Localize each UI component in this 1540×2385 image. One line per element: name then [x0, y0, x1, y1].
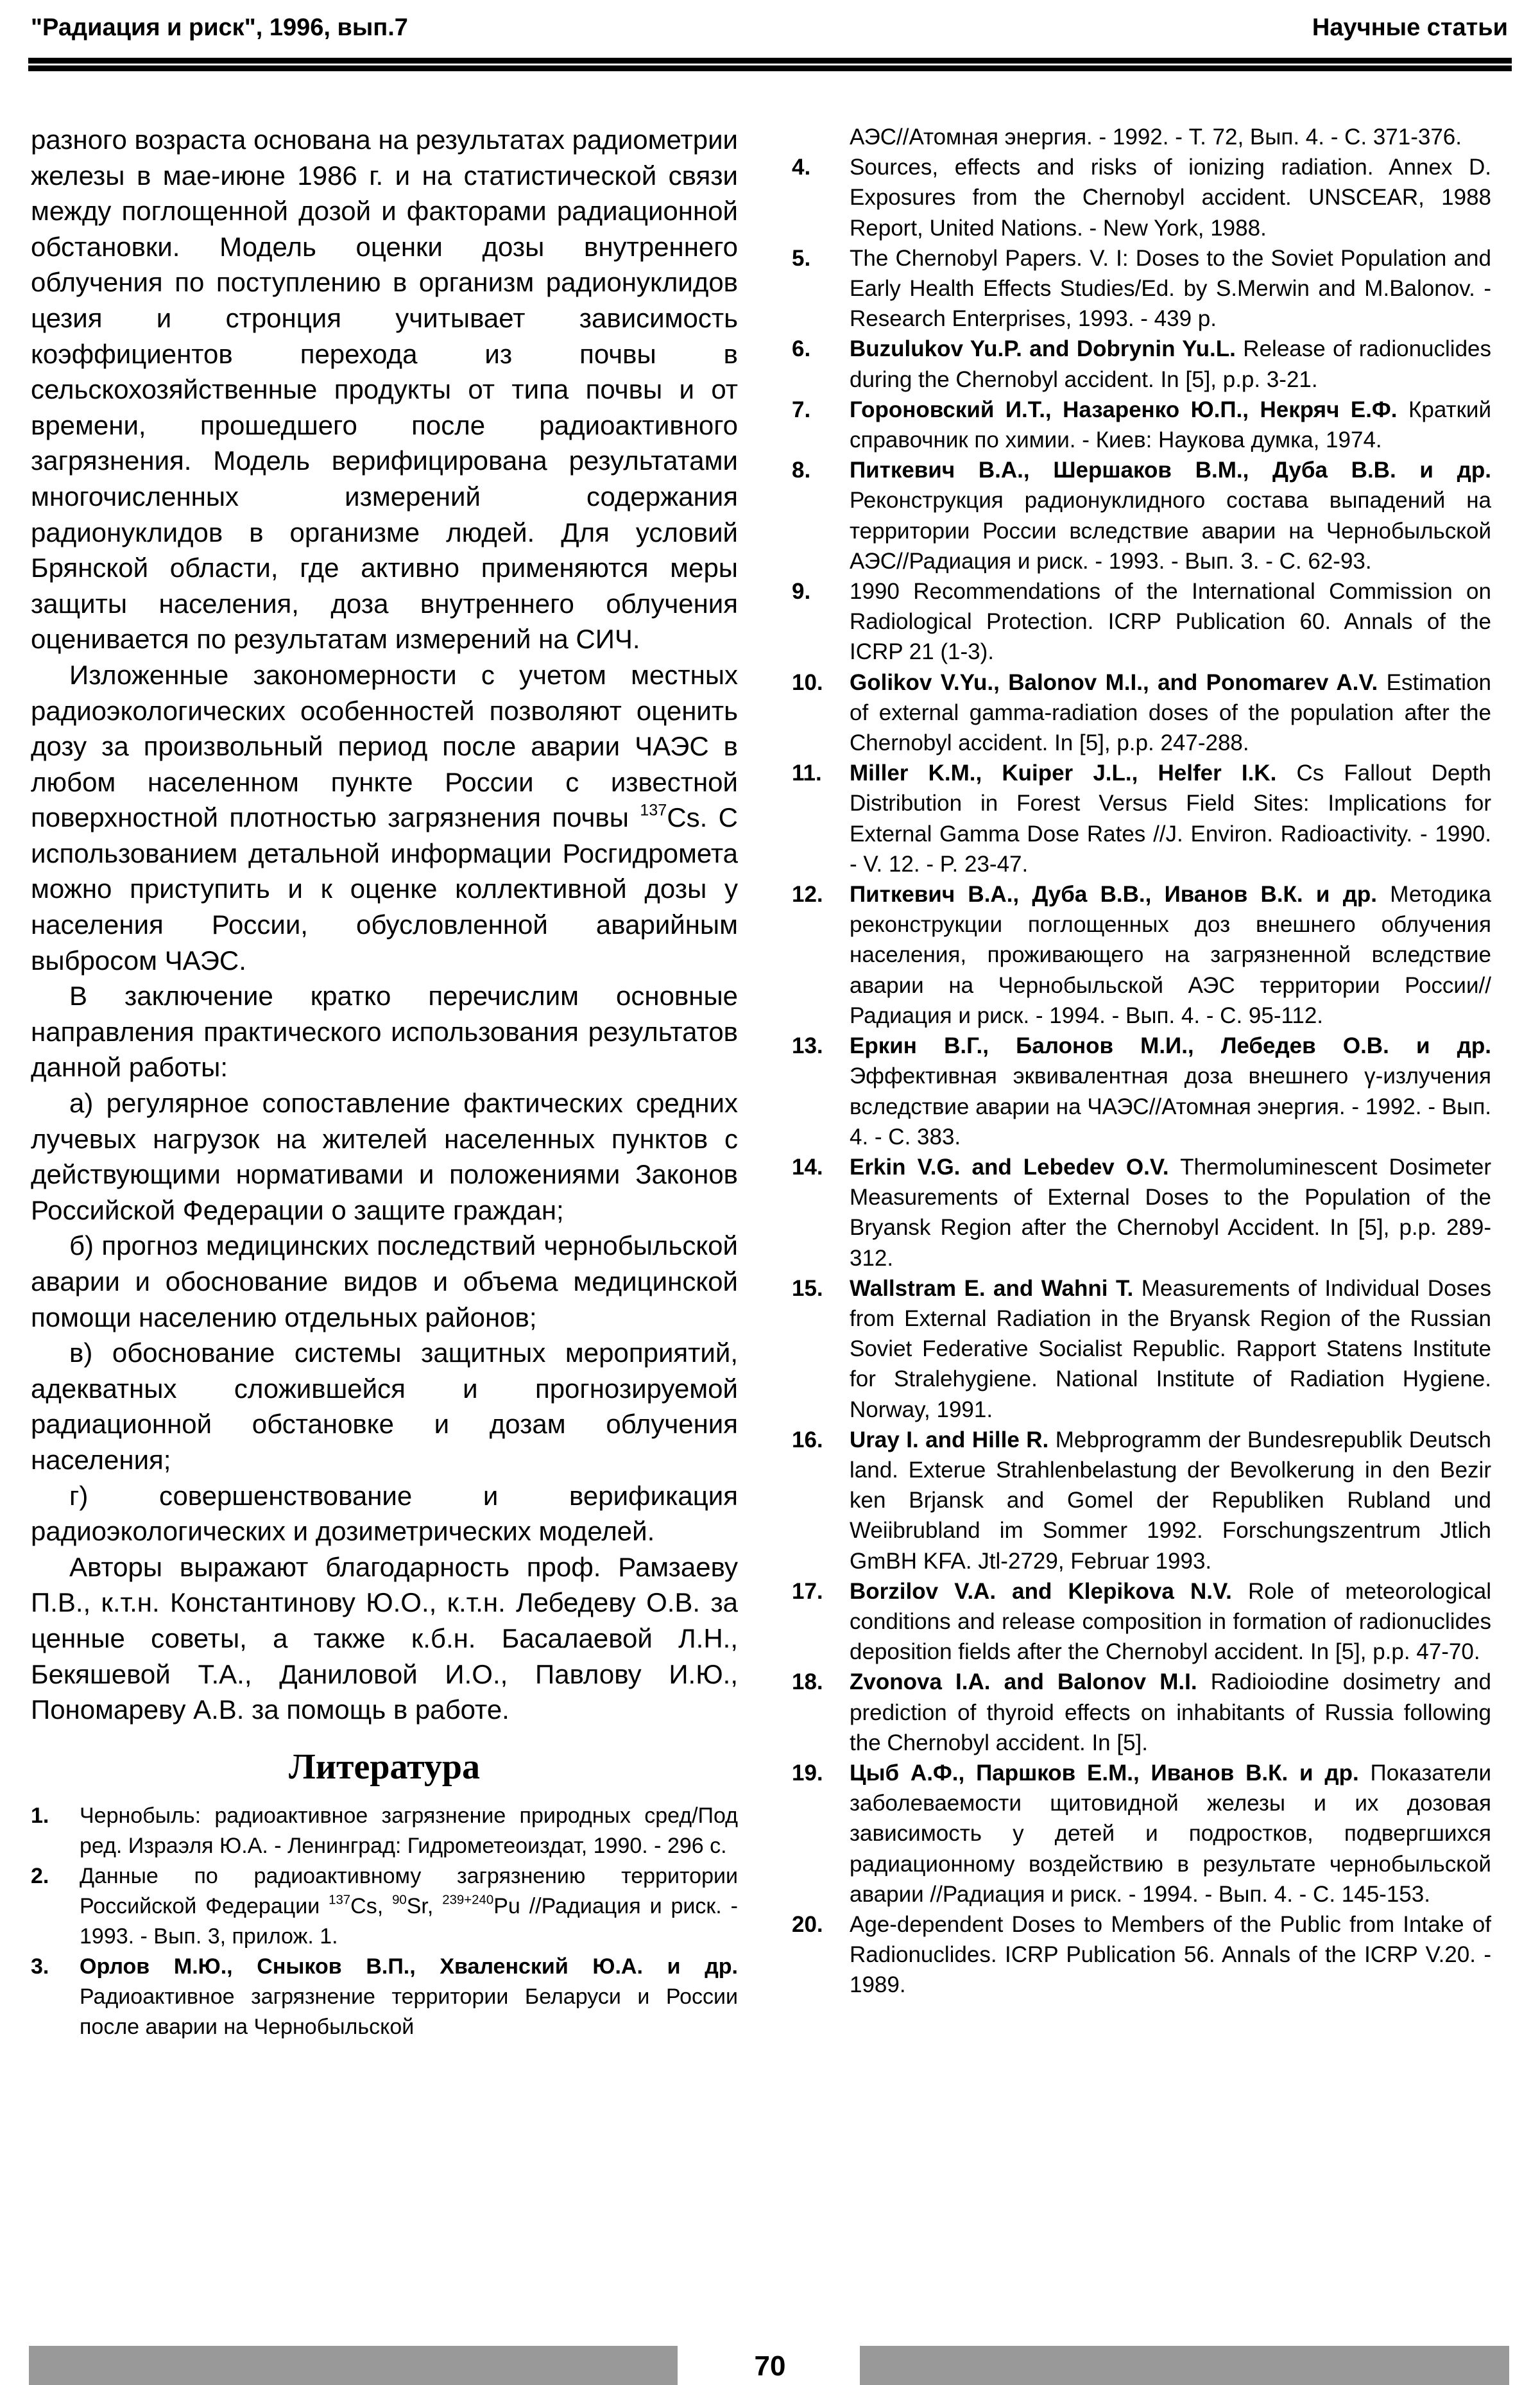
reference-number: 6.: [792, 336, 811, 362]
reference-number: 15.: [792, 1275, 823, 1301]
text: Cs. С использованием детальной информации Росгидромета можно приступить и к оценке коллективной дозы у населения России, обусловленной аварийным выбросом ЧАЭС.: [31, 802, 738, 976]
text: Release of radionuclides during the Chernobyl accident. In [5], p.p. 3-21.: [850, 336, 1491, 392]
journal-title: "Радиация и риск", 1996, вып.7: [31, 14, 408, 41]
text: Краткий справочник по химии. - Киев: Наукова думка, 1974.: [850, 397, 1491, 453]
text: Estimation of external gamma-radiation doses of the population after the Chernobyl accident. In [5], p.p. 247-288.: [850, 669, 1492, 756]
text: The Chernobyl Papers. V. I: Doses to the Soviet Population and Early Health Effects Studies/Ed. by S.Merwin and M.Balonov. - Research Enterprises, 1993. - 439 p.: [850, 245, 1491, 332]
left-column: [31, 122, 738, 2042]
reference-item: [792, 1273, 1491, 1425]
reference-text: [850, 1576, 1491, 1667]
reference-text: [850, 395, 1491, 455]
reference-text: [850, 1667, 1491, 1758]
reference-number: 9.: [792, 579, 811, 605]
reference-text: [850, 1031, 1491, 1152]
reference-number: 20.: [792, 1911, 823, 1937]
reference-text: [850, 1758, 1491, 1909]
reference-item: [792, 758, 1491, 879]
text: Cs Fallout Depth Distribution in Forest Versus Field Sites: Implications for External Gamma Dose Rates //J. Environ. Radioactivity. - 1990. - V. 12. - P. 23-47.: [850, 761, 1491, 877]
reference-number: 14.: [792, 1154, 823, 1180]
reference-text: [850, 1152, 1491, 1273]
superscript: 239+240: [442, 1893, 494, 1907]
reference-item: [792, 243, 1491, 334]
reference-item: [792, 1031, 1491, 1152]
reference-author: Zvonova I.A. and Balonov M.I.: [850, 1669, 1197, 1695]
reference-text: [850, 667, 1491, 759]
reference-item: [31, 1861, 738, 1952]
text: Показатели заболеваемости щитовидной железы и их дозовая зависимость у детей и подростков, подвергшихся радиационному воздействию в результате чернобыльской аварии //Радиация и риск. - 1994. - Вып. 4. - С. 145-153.: [850, 1760, 1491, 1907]
reference-text: [80, 1952, 738, 2042]
reference-number: 4.: [792, 155, 811, 180]
header-rule: [28, 58, 1512, 64]
reference-text: [850, 455, 1491, 576]
reference-number: 10.: [792, 669, 823, 695]
reference-item: [792, 395, 1491, 455]
reference-number: 13.: [792, 1033, 823, 1059]
reference-author: Erkin V.G. and Lebedev O.V.: [850, 1154, 1169, 1180]
text: Данные по радиоактивному загрязнению территории Российской Федерации: [80, 1863, 738, 1918]
reference-number: 2.: [31, 1863, 49, 1888]
reference-text: [850, 758, 1491, 879]
paragraph: В заключение кратко перечислим основные направления практического использования результатов данной работы:: [31, 981, 738, 1083]
text: Cs,: [350, 1893, 393, 1918]
reference-author: Wallstram E. and Wahni T.: [850, 1275, 1134, 1301]
superscript: 90: [392, 1893, 407, 1907]
paragraph: разного возраста основана на результатах радиометрии железы в мае-июне 1986 г. и на статистической связи между поглощенной дозой и факторами радиационной обстановки. Модель оценки дозы внутреннего облучения по поступлению в организм радионуклидов цезия и стронция учитывает зависимость коэффициентов перехода из почвы в сельскохозяйственные продукты от типа почвы и от времени, прошедшего после радиоактивного загрязнения. Модель верифицирована результатами многочисленных измерений содержания радионуклидов в организме людей. Для условий Брянской области, где активно применяются меры защиты населения, доза внутреннего облучения оценивается по результатам измерений на СИЧ.: [31, 125, 738, 655]
reference-author: Цыб А.Ф., Паршков Е.М., Иванов В.К. и др.: [850, 1760, 1359, 1786]
text: Radioiodine dosimetry and prediction of thyroid effects on inhabitants of Russia following the Chernobyl accident. In [5].: [850, 1669, 1491, 1755]
right-column: [792, 122, 1491, 2001]
reference-item: [792, 1667, 1491, 1758]
reference-text: [80, 1861, 738, 1952]
reference-item: [31, 1801, 738, 1861]
reference-continuation: АЭС//Атомная энергия. - 1992. - Т. 72, Вып. 4. - С. 371-376.: [850, 125, 1462, 150]
text: Sr,: [406, 1893, 443, 1918]
page-number: 70: [754, 2350, 786, 2382]
reference-item: [792, 1909, 1491, 2001]
reference-number: 3.: [31, 1954, 49, 1979]
reference-text: [850, 1909, 1491, 2001]
reference-text: [850, 243, 1491, 334]
reference-number: 11.: [792, 761, 822, 786]
reference-text: [850, 576, 1491, 667]
reference-item: [792, 1758, 1491, 1909]
reference-item: [792, 576, 1491, 667]
text: Реконструкция радионуклидного состава выпадений на территории России вследствие аварии на Чернобыльской АЭС//Радиация и риск. - 1993. - Вып. 3. - С. 62-93.: [850, 488, 1491, 574]
reference-item: [792, 1425, 1491, 1576]
text: Pu //Радиация и риск. - 1993. - Вып. 3, прилож. 1.: [80, 1893, 738, 1949]
reference-text: [850, 1273, 1491, 1425]
reference-author: Miller K.M., Kuiper J.L., Helfer I.K.: [850, 761, 1277, 786]
literature-heading: Литература: [289, 1746, 480, 1787]
reference-item: [792, 667, 1491, 759]
paragraph: в) обоснование системы защитных мероприятий, адекватных сложившейся и прогнозируемой радиационной обстановке и дозам облучения населения;: [31, 1338, 738, 1475]
reference-item: [792, 1576, 1491, 1667]
header-rule: [28, 65, 1512, 71]
text: Role of meteorological conditions and release composition in formation of radionuclides deposition fields after the Chernobyl accident. In [5], p.p. 47-70.: [850, 1578, 1491, 1665]
superscript: 137: [640, 801, 667, 820]
reference-text: [850, 1425, 1491, 1576]
text: Mebprogramm der Bundesrepublik Deutsch land. Exterue Strahlenbelastung der Bevolkerung in den Bezir ken Brjansk and Gomel der Republiken Rubland und Weiibrubland im Sommer 1992. Forschungszentrum Jtlich GmBH KFA. Jtl-2729, Februar 1993.: [850, 1427, 1491, 1574]
paragraph: [31, 657, 738, 978]
reference-item: [792, 152, 1491, 243]
reference-author: Еркин В.Г., Балонов М.И., Лебедев О.В. и др.: [850, 1033, 1491, 1059]
reference-author: Uray I. and Hille R.: [850, 1427, 1049, 1452]
text: Эффективная эквивалентная доза внешнего γ-излучения вследствие аварии на ЧАЭС//Атомная энергия. - 1992. - Вып. 4. - С. 383.: [850, 1063, 1491, 1149]
reference-number: 19.: [792, 1760, 823, 1786]
reference-text: [850, 334, 1491, 394]
reference-item: [792, 1152, 1491, 1273]
reference-list: [31, 1801, 738, 2042]
paragraph: Авторы выражают благодарность проф. Рамзаеву П.В., к.т.н. Константинову Ю.О., к.т.н. Лебедеву О.В. за ценные советы, а также к.б.н. Басалаевой Л.Н., Бекяшевой Т.А., Даниловой И.О., Павлову И.Ю., Пономареву А.В. за помощь в работе.: [31, 1551, 738, 1725]
text: Изложенные закономерности с учетом местных радиоэкологических особенностей позволяют оценить дозу за произвольный период после аварии ЧАЭС в любом населенном пункте России с известной поверхностной плотностью загрязнения почвы: [31, 659, 738, 833]
reference-author: Golikov V.Yu., Balonov M.I., and Ponomarev A.V.: [850, 669, 1378, 695]
superscript: 137: [329, 1893, 351, 1907]
reference-number: 1.: [31, 1803, 49, 1828]
reference-item: [792, 879, 1491, 1031]
footer-bar: [29, 2346, 678, 2385]
reference-number: 17.: [792, 1578, 823, 1604]
reference-author: Buzulukov Yu.P. and Dobrynin Yu.L.: [850, 336, 1236, 362]
reference-author: Питкевич В.А., Дуба В.В., Иванов В.К. и др.: [850, 882, 1378, 908]
text: 1990 Recommendations of the International Commission on Radiological Protection. ICRP Publication 60. Annals of the ICRP 21 (1-3).: [850, 579, 1491, 665]
paragraph: а) регулярное сопоставление фактических средних лучевых нагрузок на жителей населенных пунктов с действующими нормативами и положениями Законов Российской Федерации о защите граждан;: [31, 1088, 738, 1225]
paragraph: б) прогноз медицинских последствий чернобыльской аварии и обоснование видов и объема медицинской помощи населению отдельных районов;: [31, 1230, 738, 1332]
reference-number: 16.: [792, 1427, 823, 1452]
section-title: Научные статьи: [1312, 14, 1508, 41]
paragraph: г) совершенствование и верификация радиоэкологических и дозиметрических моделей.: [31, 1480, 738, 1547]
text: Thermoluminescent Dosimeter Measurements of External Doses to the Population of the Bryansk Region after the Chernobyl Accident. In [5], p.p. 289-312.: [850, 1154, 1491, 1271]
reference-item: [792, 334, 1491, 394]
reference-list: [792, 152, 1491, 2000]
reference-text: [850, 879, 1491, 1031]
reference-author: Питкевич В.А., Шершаков В.М., Дуба В.В. и др.: [850, 458, 1491, 483]
reference-number: 12.: [792, 882, 823, 908]
reference-number: 7.: [792, 397, 811, 422]
reference-number: 5.: [792, 245, 811, 271]
reference-text: Чернобыль: радиоактивное загрязнение природных сред/Под ред. Израэля Ю.А. - Ленинград: Гидрометеоиздат, 1990. - 296 с.: [80, 1803, 738, 1858]
reference-author: Гороновский И.Т., Назаренко Ю.П., Некряч Е.Ф.: [850, 397, 1398, 422]
footer-bar: [860, 2346, 1509, 2385]
text: Measurements of Individual Doses from External Radiation in the Bryansk Region of the Russian Soviet Federative Socialist Republic. Rapport Statens Institute for Stralehygiene. National Institute of Radiation Hygiene. Norway, 1991.: [850, 1275, 1492, 1422]
reference-item: [31, 1952, 738, 2042]
reference-text: [850, 152, 1491, 243]
reference-item: [792, 455, 1491, 576]
reference-author: Орлов М.Ю., Сныков В.П., Хваленский Ю.А. и др.: [80, 1954, 738, 1979]
text: Методика реконструкции поглощенных доз внешнего облучения населения, проживающего на загрязненной вследствие аварии на Чернобыльской АЭС территории России//Радиация и риск. - 1994. - Вып. 4. - С. 95-112.: [850, 882, 1491, 1028]
text: Sources, effects and risks of ionizing radiation. Annex D. Exposures from the Chernobyl accident. UNSCEAR, 1988 Report, United Nations. - New York, 1988.: [850, 155, 1491, 241]
text: Радиоактивное загрязнение территории Беларуси и России после аварии на Чернобыльской: [80, 1984, 738, 2039]
reference-number: 18.: [792, 1669, 823, 1695]
text: Age-dependent Doses to Members of the Public from Intake of Radionuclides. ICRP Publication 56. Annals of the ICRP V.20. - 1989.: [850, 1911, 1491, 1998]
reference-number: 8.: [792, 458, 811, 483]
reference-author: Borzilov V.A. and Klepikova N.V.: [850, 1578, 1232, 1604]
